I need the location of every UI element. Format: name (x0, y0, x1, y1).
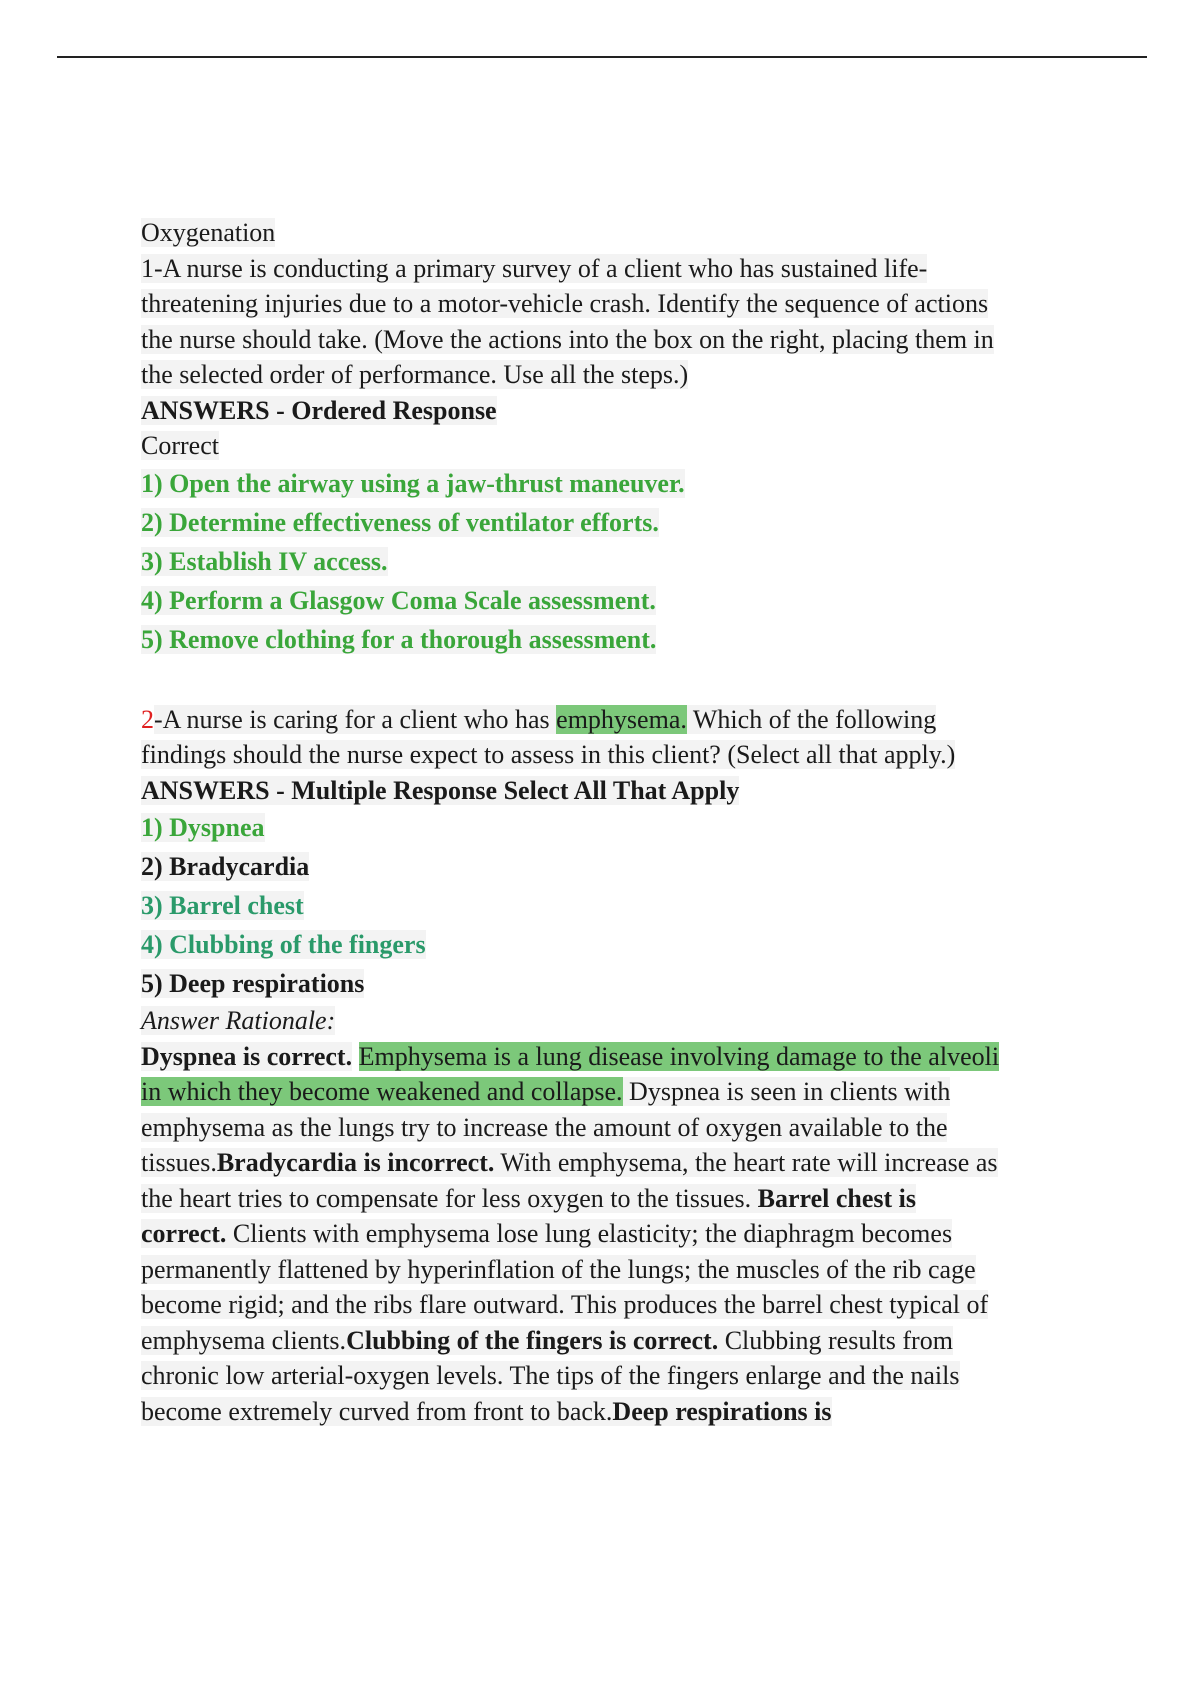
q2-option: 4) Clubbing of the fingers (141, 930, 426, 959)
q1-correct-label: Correct (141, 431, 219, 460)
rationale-line: correct. Clients with emphysema lose lung elasticity; the diaphragm becomes (141, 1219, 953, 1248)
question-2 (141, 702, 1061, 1430)
rationale-line: Dyspnea is correct. Emphysema is a lung disease involving damage to the alveoli (141, 1041, 1000, 1071)
q1-answers-heading: ANSWERS - Ordered Response (141, 395, 497, 425)
section-title: Oxygenation (141, 218, 276, 247)
q2-option: 1) Dyspnea (141, 813, 265, 842)
q2-option: 5) Deep respirations (141, 969, 365, 998)
rationale-line: emphysema clients.Clubbing of the fingers is correct. Clubbing results from (141, 1325, 953, 1355)
q1-stem-line: the nurse should take. (Move the actions into the box on the right, placing them in (141, 324, 994, 354)
q1-stem-line: threatening injuries due to a motor-vehicle crash. Identify the sequence of actions (141, 289, 989, 318)
question-1 (141, 251, 1061, 659)
q2-rationale-label: Answer Rationale: (141, 1006, 336, 1035)
rationale-line: permanently flattened by hyperinflation of the lungs; the muscles of the rib cage (141, 1254, 976, 1284)
document-body (141, 215, 1061, 1429)
q1-option: 2) Determine effectiveness of ventilator efforts. (141, 507, 659, 537)
spacer (141, 659, 1061, 702)
q1-stem-line: 1-A nurse is conducting a primary survey of a client who has sustained life- (141, 253, 928, 283)
q2-stem-line: 2-A nurse is caring for a client who has emphysema. Which of the following (141, 704, 937, 734)
q2-option: 3) Barrel chest (141, 891, 304, 920)
rationale-line: chronic low arterial-oxygen levels. The tips of the fingers enlarge and the nails (141, 1361, 960, 1390)
q2-rationale (141, 1039, 1061, 1430)
rationale-line: become rigid; and the ribs flare outward. This produces the barrel chest typical of (141, 1290, 989, 1319)
q1-stem-line: the selected order of performance. Use all the steps.) (141, 360, 689, 389)
rationale-line: tissues.Bradycardia is incorrect. With emphysema, the heart rate will increase as (141, 1148, 998, 1177)
q1-option: 5) Remove clothing for a thorough assessment. (141, 624, 657, 654)
top-rule (57, 56, 1147, 58)
q2-answers-heading: ANSWERS - Multiple Response Select All That Apply (141, 775, 740, 805)
q2-number: 2 (141, 704, 154, 734)
rationale-line: in which they become weakened and collapse. Dyspnea is seen in clients with (141, 1077, 951, 1106)
q1-option: 4) Perform a Glasgow Coma Scale assessment. (141, 585, 656, 615)
q2-stem-line: findings should the nurse expect to assess in this client? (Select all that apply.) (141, 740, 956, 769)
q2-stem-highlight: emphysema. (556, 704, 687, 734)
rationale-line: emphysema as the lungs try to increase the amount of oxygen available to the (141, 1112, 948, 1142)
q2-option: 2) Bradycardia (141, 852, 310, 881)
q1-option: 3) Establish IV access. (141, 546, 388, 576)
q1-option: 1) Open the airway using a jaw-thrust maneuver. (141, 468, 685, 498)
rationale-line: become extremely curved from front to back.Deep respirations is (141, 1396, 832, 1426)
rationale-line: the heart tries to compensate for less oxygen to the tissues. Barrel chest is (141, 1183, 916, 1213)
